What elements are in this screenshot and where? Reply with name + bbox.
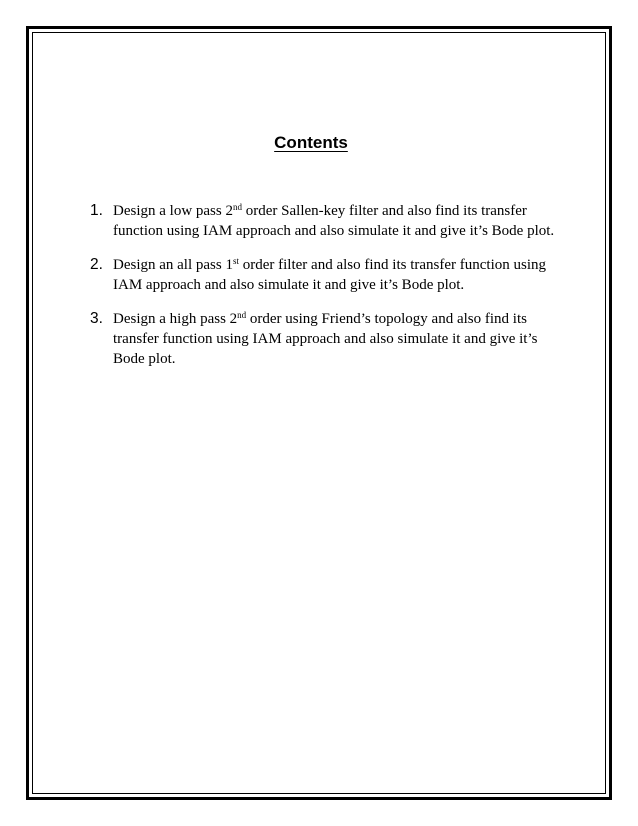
- list-item-text-end: order using Friend’s topology and also find its transfer function using IAM approach and also simulate it and give it’s Bode plot.: [113, 311, 538, 367]
- list-item-superscript: nd: [237, 310, 247, 320]
- list-item: [90, 201, 570, 241]
- list-item-number: 3.: [90, 310, 103, 327]
- list-item-text-end: order filter and also find its transfer function using IAM approach and also simulate it and give it’s Bode plot.: [113, 257, 547, 293]
- list-item-text-end: order Sallen-key filter and also find its transfer function using IAM approach and also simulate it and give it’s Bode plot.: [113, 203, 555, 239]
- list-item: [90, 309, 570, 369]
- list-item-number: 2.: [90, 256, 103, 273]
- list-item-superscript: nd: [233, 202, 242, 212]
- contents-list: [90, 201, 570, 383]
- list-item-text-start: Design an all pass 1: [113, 257, 233, 273]
- list-item-text-start: Design a high pass 2: [113, 311, 238, 327]
- list-item-number: 1.: [90, 202, 103, 219]
- contents-title: Contents: [274, 133, 348, 152]
- list-item: [90, 255, 570, 295]
- list-item-superscript: st: [232, 256, 239, 266]
- list-item-text-start: Design a low pass 2: [113, 203, 233, 219]
